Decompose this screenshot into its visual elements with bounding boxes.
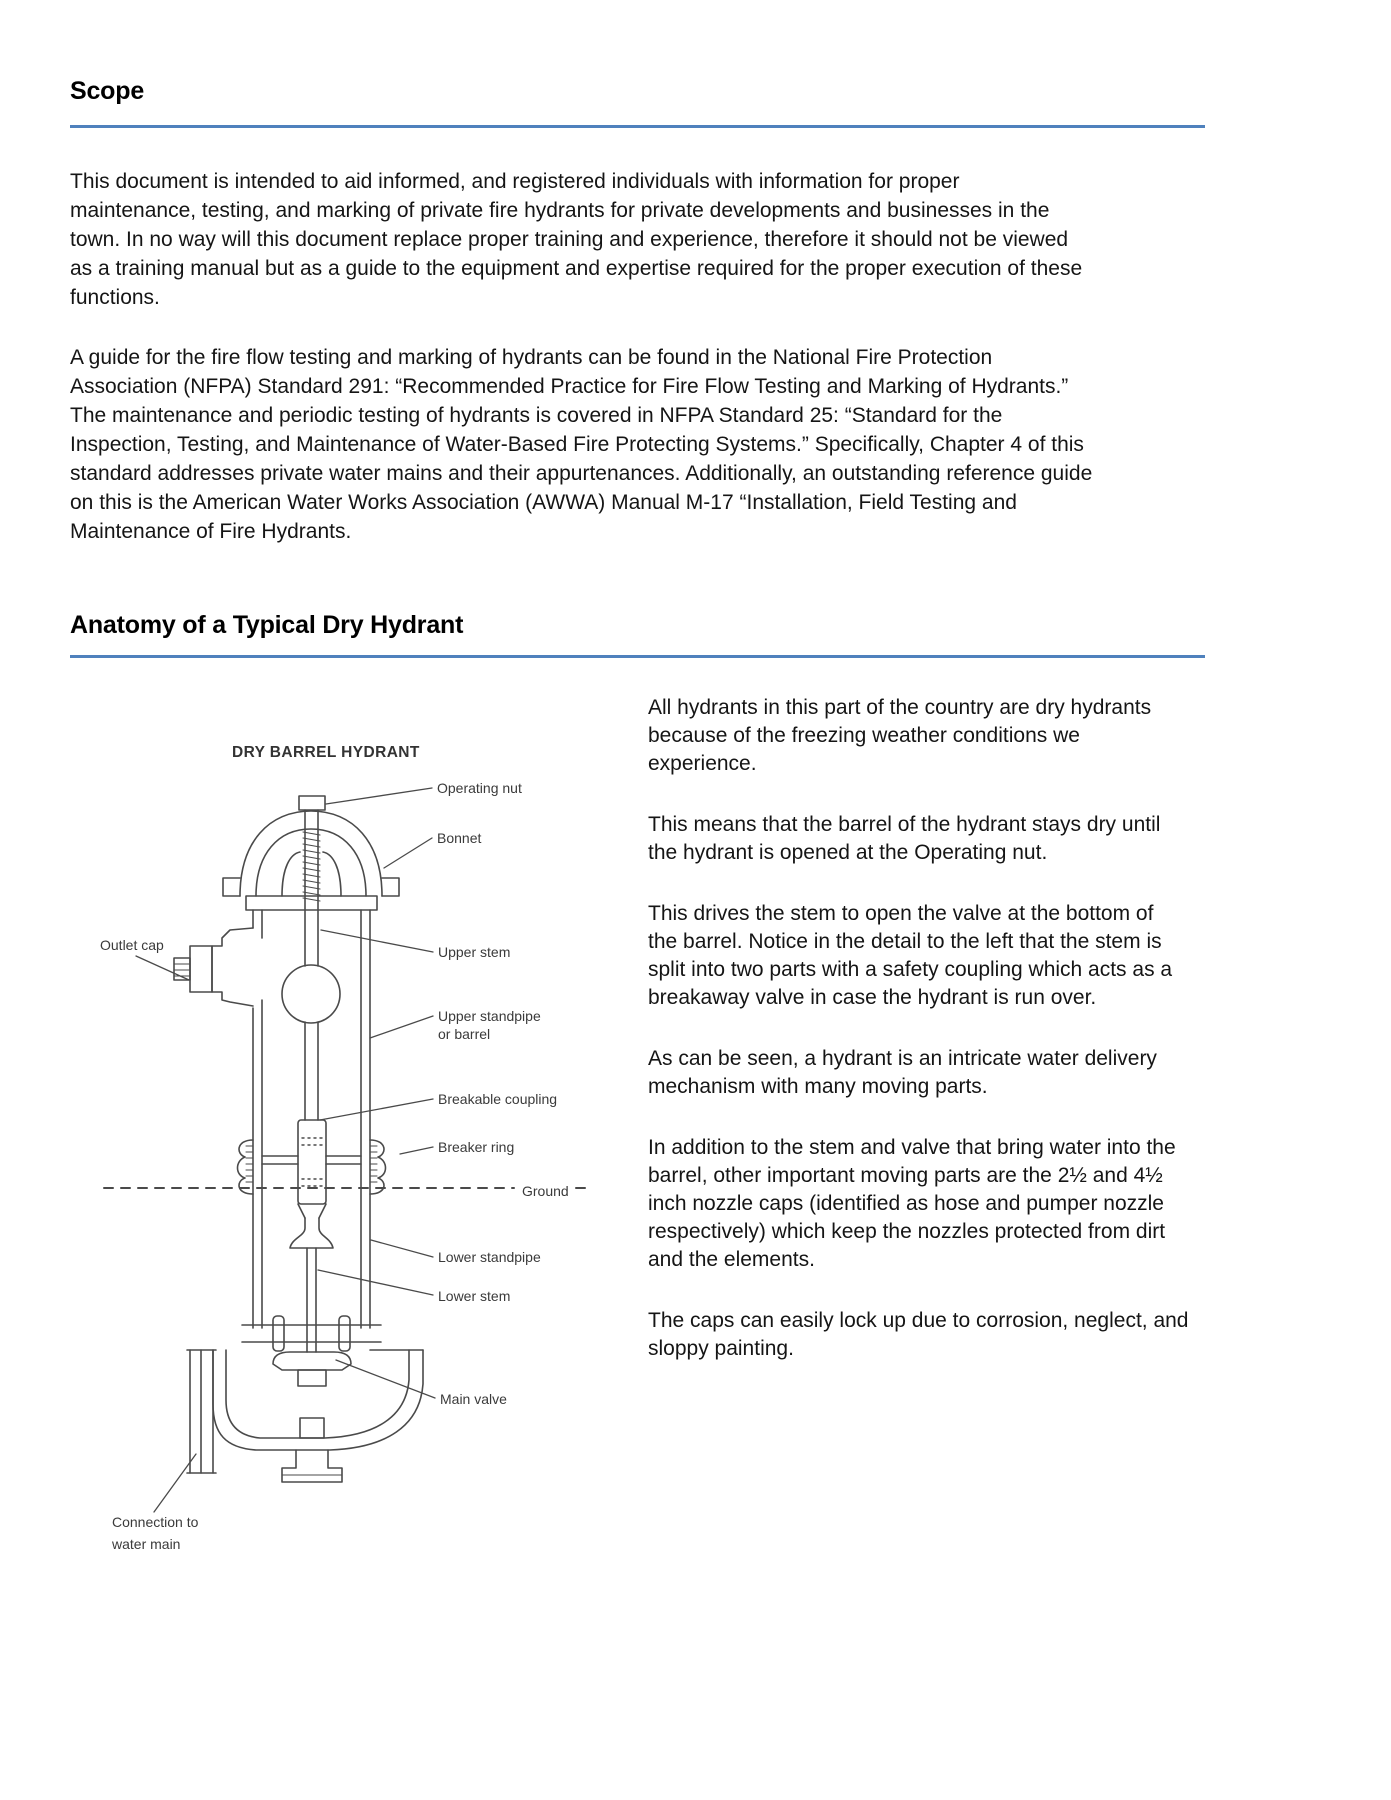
text-line: The caps can easily lock up due to corrosion, neglect, and <box>648 1309 1189 1332</box>
label-lower-stem: Lower stem <box>438 1288 511 1304</box>
scope-heading-rule <box>70 125 1205 128</box>
label-connection-line1: Connection to <box>112 1514 199 1530</box>
anatomy-paragraph-4 <box>648 1045 1328 1101</box>
text-line: This drives the stem to open the valve at the bottom of <box>648 902 1154 925</box>
text-line: All hydrants in this part of the country are dry hydrants <box>648 696 1152 719</box>
anatomy-text-column <box>648 694 1328 1396</box>
scope-paragraph-2 <box>70 343 1092 546</box>
text-line: The maintenance and periodic testing of hydrants is covered in NFPA Standard 25: “Standard for the <box>70 404 1003 427</box>
label-bonnet: Bonnet <box>437 830 482 846</box>
text-line: inch nozzle caps (identified as hose and pumper nozzle <box>648 1192 1164 1215</box>
text-line: This means that the barrel of the hydrant stays dry until <box>648 813 1161 836</box>
label-main-valve: Main valve <box>440 1391 507 1407</box>
lower-flange-shape <box>242 1316 381 1351</box>
text-line: town. In no way will this document replace proper training and experience, therefore it should not be viewed <box>70 228 1069 251</box>
scope-paragraph-1 <box>70 167 1082 312</box>
label-lower-standpipe: Lower standpipe <box>438 1249 541 1265</box>
text-line: respectively) which keep the nozzles protected from dirt <box>648 1220 1166 1243</box>
text-line: functions. <box>70 286 160 309</box>
label-breaker-ring: Breaker ring <box>438 1139 515 1155</box>
text-line: as a training manual but as a guide to the equipment and expertise required for the proper execution of these <box>70 257 1083 280</box>
anatomy-paragraph-1 <box>648 694 1328 778</box>
text-line: mechanism with many moving parts. <box>648 1075 988 1098</box>
text-line: the hydrant is opened at the Operating nut. <box>648 841 1048 864</box>
text-line: breakaway valve in case the hydrant is run over. <box>648 986 1097 1009</box>
text-line: A guide for the fire flow testing and marking of hydrants can be found in the National Fire Protection <box>70 346 993 369</box>
bonnet-shape <box>223 811 399 910</box>
text-line: maintenance, testing, and marking of private fire hydrants for private developments and businesses in the <box>70 199 1050 222</box>
label-ground: Ground <box>522 1183 569 1199</box>
label-connection-line2: water main <box>112 1536 181 1552</box>
label-upper-standpipe-line1: Upper standpipe <box>438 1008 541 1024</box>
text-line: As can be seen, a hydrant is an intricate water delivery <box>648 1047 1157 1070</box>
text-line: on this is the American Water Works Association (AWWA) Manual M-17 “Installation, Field Testing and <box>70 491 1017 514</box>
anatomy-paragraph-2 <box>648 811 1328 867</box>
label-operating-nut: Operating nut <box>437 780 522 796</box>
text-line: experience. <box>648 752 757 775</box>
label-upper-stem: Upper stem <box>438 944 511 960</box>
text-line: Association (NFPA) Standard 291: “Recommended Practice for Fire Flow Testing and Marking of Hydrants.” <box>70 375 1069 398</box>
breaker-ring-shape <box>238 1140 386 1194</box>
breakable-coupling-shape <box>262 1120 361 1218</box>
label-outlet-cap: Outlet cap <box>100 937 164 953</box>
dry-barrel-hydrant-diagram <box>90 628 590 1668</box>
anatomy-heading: Anatomy of a Typical Dry Hydrant <box>70 611 464 639</box>
text-line: In addition to the stem and valve that bring water into the <box>648 1136 1176 1159</box>
label-upper-standpipe-line2: or barrel <box>438 1026 491 1042</box>
operating-nut-shape <box>299 796 325 810</box>
text-line: Maintenance of Fire Hydrants. <box>70 520 352 543</box>
figure-title: DRY BARREL HYDRANT <box>232 744 420 761</box>
text-line: Inspection, Testing, and Maintenance of Water-Based Fire Protecting Systems.” Specifically, Chapter 4 of this <box>70 433 1084 456</box>
anatomy-paragraph-5 <box>648 1134 1328 1274</box>
text-line: because of the freezing weather conditions we <box>648 724 1080 747</box>
text-line: and the elements. <box>648 1248 815 1271</box>
anatomy-paragraph-3 <box>648 900 1328 1012</box>
text-line: the barrel. Notice in the detail to the left that the stem is <box>648 930 1162 953</box>
anatomy-paragraph-6 <box>648 1307 1328 1363</box>
text-line: This document is intended to aid informed, and registered individuals with information for proper <box>70 170 960 193</box>
label-breakable-coupling: Breakable coupling <box>438 1091 558 1107</box>
text-line: standard addresses private water mains and their appurtenances. Additionally, an outstanding reference guide <box>70 462 1093 485</box>
main-valve-shape <box>273 1352 351 1386</box>
text-line: sloppy painting. <box>648 1337 794 1360</box>
scope-heading: Scope <box>70 77 145 105</box>
text-line: split into two parts with a safety coupling which acts as a <box>648 958 1173 981</box>
figure-labels <box>100 744 569 1552</box>
text-line: barrel, other important moving parts are the 2½ and 4½ <box>648 1164 1163 1187</box>
outlet-cap-shape <box>174 928 253 1006</box>
